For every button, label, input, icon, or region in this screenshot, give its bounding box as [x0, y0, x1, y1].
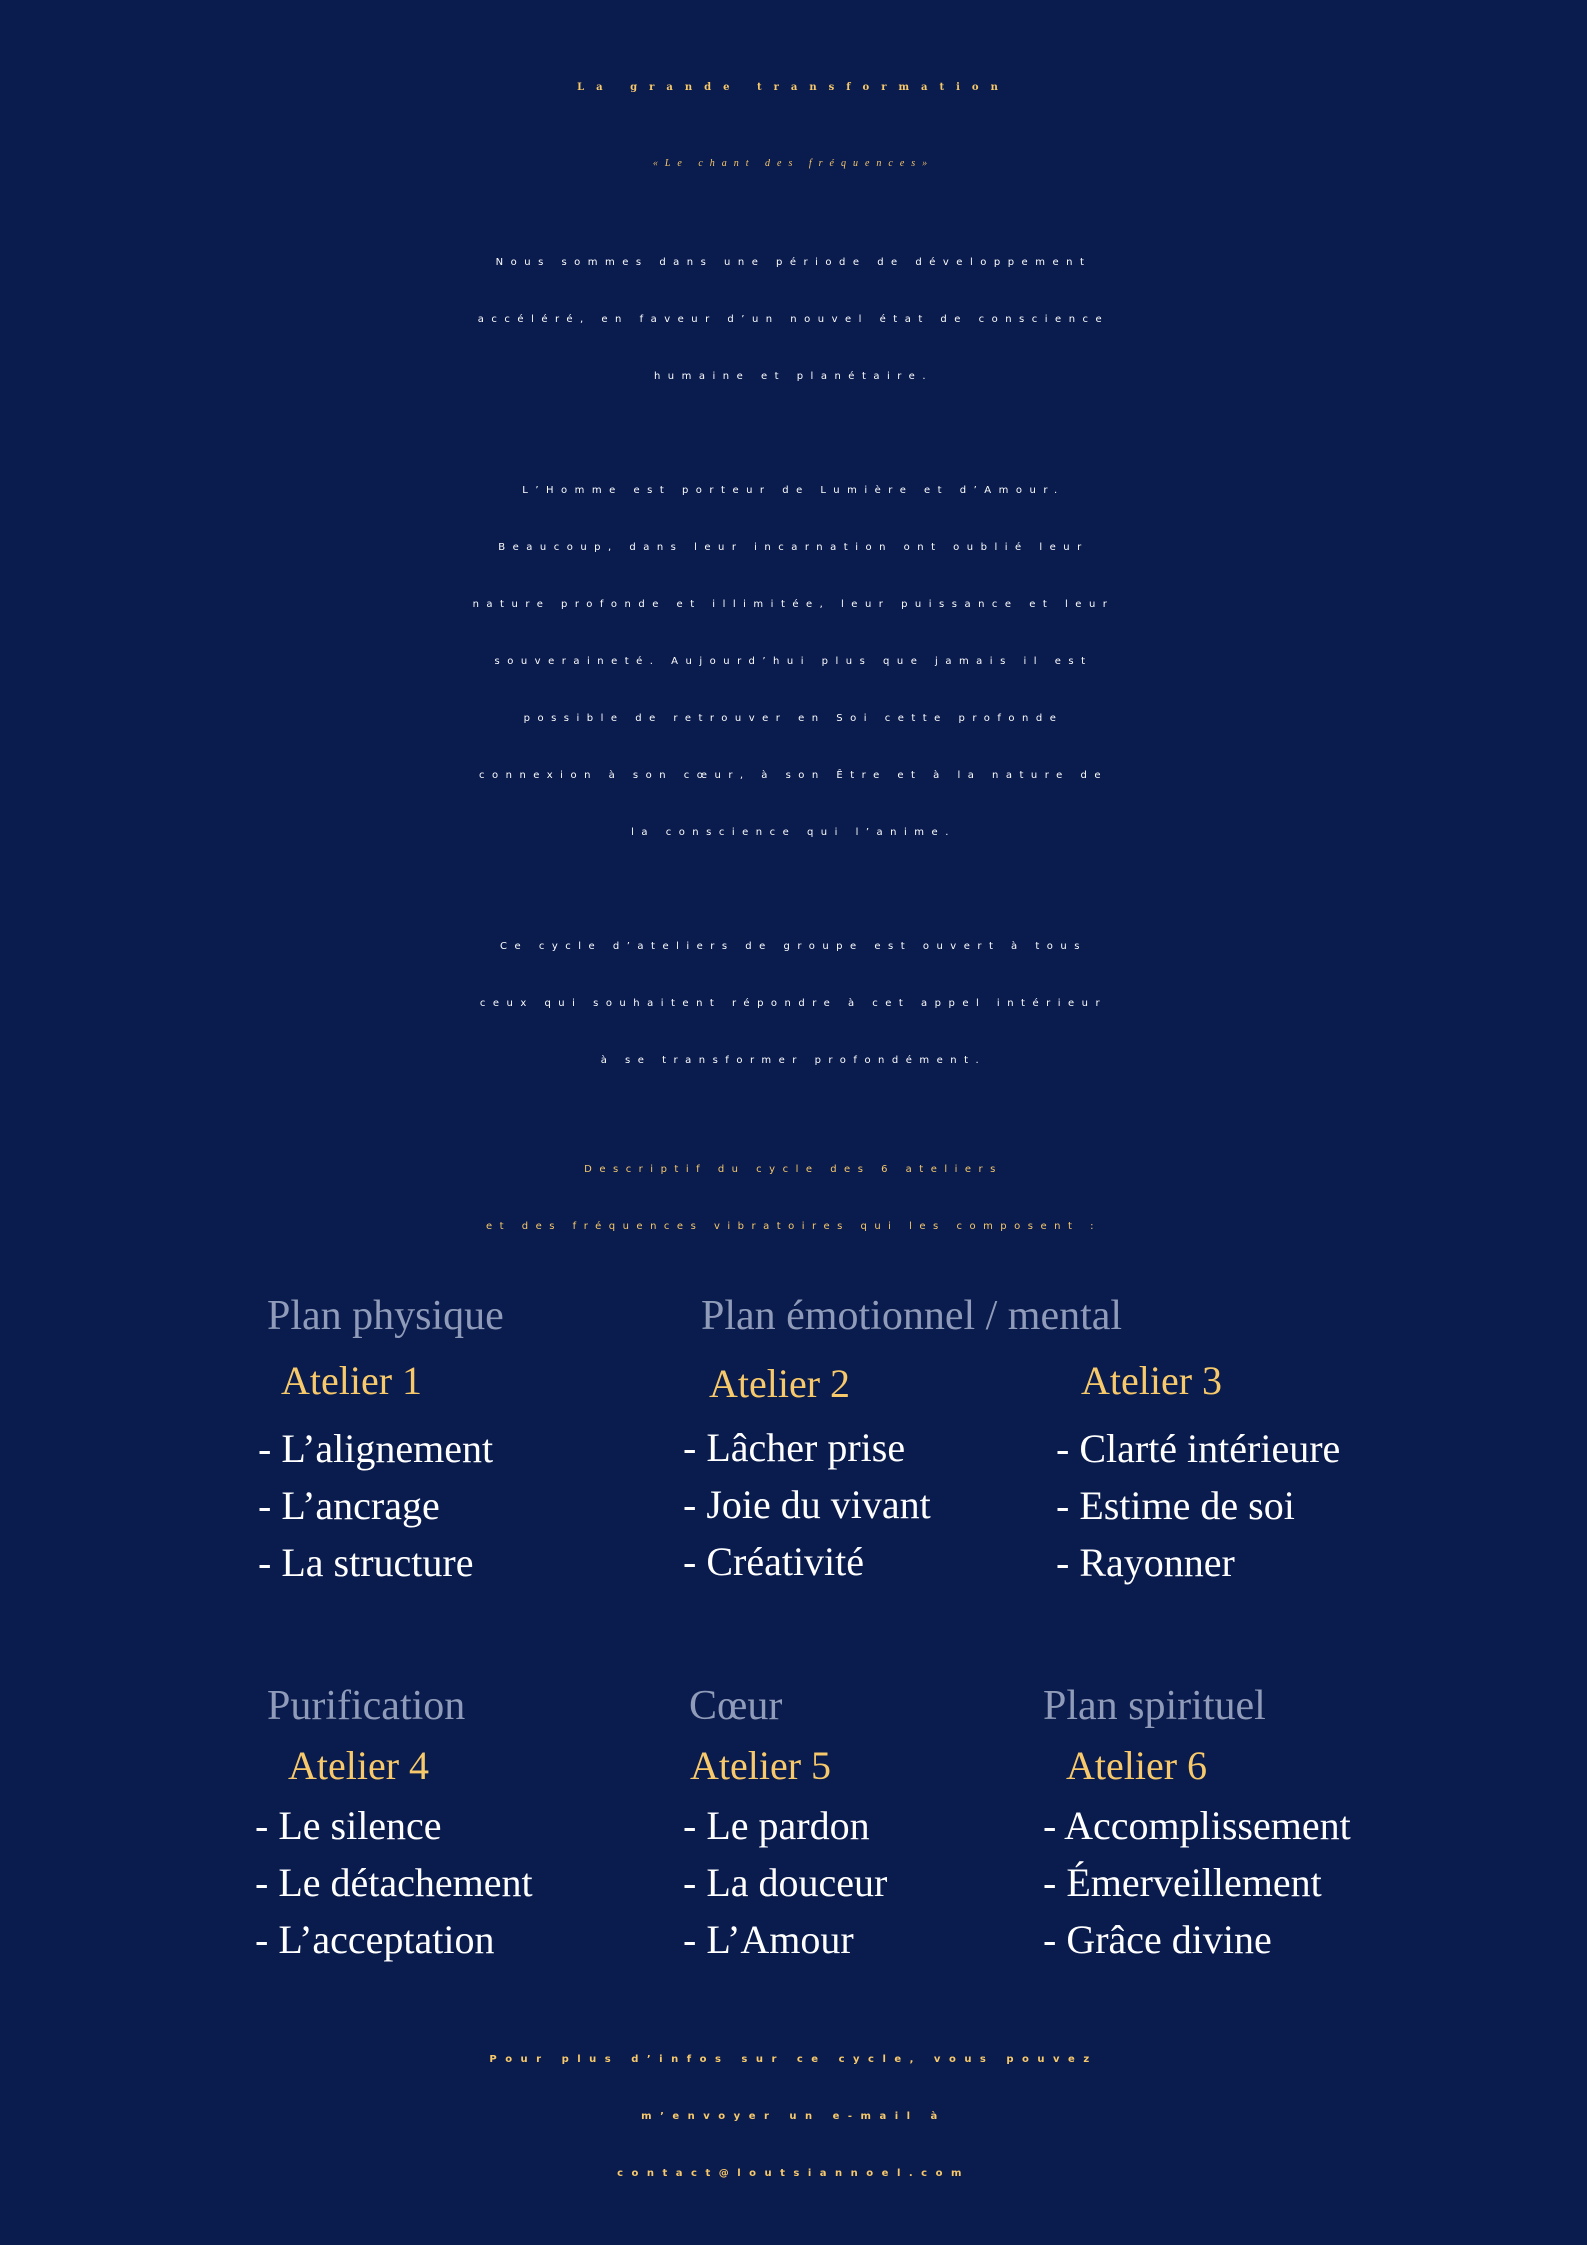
atelier-1-label: Atelier 1: [281, 1358, 423, 1403]
list-item: - Clarté intérieure: [1056, 1426, 1341, 1471]
list-item: - Créativité: [683, 1539, 865, 1584]
paragraph-line: accéléré, en faveur d’un nouvel état de conscience: [477, 314, 1110, 325]
contact-footer: [0, 2031, 1587, 2202]
contact-email[interactable]: contact@loutsiannoel.com: [617, 2168, 970, 2179]
paragraph-line: la conscience qui l’anime.: [631, 827, 956, 838]
plan-physique-label: Plan physique: [267, 1293, 504, 1339]
page-title: La grande transformation: [577, 82, 1010, 93]
intro-paragraph-3: [0, 918, 1587, 1089]
intro-paragraph-1: [0, 234, 1587, 405]
description-line: Descriptif du cycle des 6 ateliers: [584, 1164, 1003, 1175]
paragraph-line: connexion à son cœur, à son Être et à la nature de: [479, 770, 1108, 781]
list-item: - Estime de soi: [1056, 1483, 1295, 1528]
plan-emotionnel-label: Plan émotionnel / mental: [701, 1293, 1123, 1339]
paragraph-line: souveraineté. Aujourd’hui plus que jamais il est: [494, 656, 1093, 667]
atelier-3-list: [1056, 1420, 1340, 1591]
paragraph-line: humaine et planétaire.: [653, 371, 934, 382]
paragraph-line: ceux qui souhaitent répondre à cet appel intérieur: [479, 998, 1108, 1009]
plan-coeur-label: Cœur: [689, 1683, 783, 1729]
list-item: - Accomplissement: [1043, 1803, 1351, 1848]
plan-spirituel-label: Plan spirituel: [1043, 1683, 1266, 1729]
atelier-5-label: Atelier 5: [690, 1743, 832, 1788]
list-item: - Grâce divine: [1043, 1917, 1272, 1962]
list-item: - L’acceptation: [255, 1917, 495, 1962]
atelier-6-list: [1043, 1797, 1351, 1968]
atelier-1-list: [258, 1420, 493, 1591]
atelier-2-label: Atelier 2: [709, 1361, 851, 1406]
paragraph-line: nature profonde et illimitée, leur puissance et leur: [472, 599, 1115, 610]
paragraph-line: possible de retrouver en Soi cette profonde: [523, 713, 1064, 724]
list-item: - Le silence: [255, 1803, 442, 1848]
paragraph-line: à se transformer profondément.: [600, 1055, 987, 1066]
atelier-4-list: [255, 1797, 533, 1968]
paragraph-line: L’Homme est porteur de Lumière et d’Amour.: [522, 485, 1065, 496]
paragraph-line: Beaucoup, dans leur incarnation ont oublié leur: [498, 542, 1089, 553]
list-item: - L’ancrage: [258, 1483, 440, 1528]
cycle-description-heading: [0, 1141, 1587, 1255]
list-item: - L’alignement: [258, 1426, 494, 1471]
paragraph-line: Ce cycle d’ateliers de groupe est ouvert à tous: [500, 941, 1087, 952]
atelier-4-label: Atelier 4: [288, 1743, 430, 1788]
list-item: - L’Amour: [683, 1917, 854, 1962]
list-item: - Le détachement: [255, 1860, 533, 1905]
list-item: - Lâcher prise: [683, 1425, 906, 1470]
footer-line: m’envoyer un e-mail à: [641, 2111, 946, 2122]
page-subtitle: «Le chant des fréquences»: [652, 158, 935, 169]
list-item: - Joie du vivant: [683, 1482, 931, 1527]
atelier-6-label: Atelier 6: [1066, 1743, 1208, 1788]
plan-purification-label: Purification: [267, 1683, 466, 1729]
footer-line: Pour plus d’infos sur ce cycle, vous pouvez: [489, 2054, 1098, 2065]
atelier-3-label: Atelier 3: [1081, 1358, 1223, 1403]
atelier-5-list: [683, 1797, 887, 1968]
list-item: - Émerveillement: [1043, 1860, 1322, 1905]
description-line: et des fréquences vibratoires qui les composent :: [486, 1221, 1101, 1232]
atelier-2-list: [683, 1419, 931, 1590]
list-item: - Le pardon: [683, 1803, 870, 1848]
paragraph-line: Nous sommes dans une période de développement: [495, 257, 1092, 268]
intro-paragraph-2: [0, 462, 1587, 861]
list-item: - La douceur: [683, 1860, 888, 1905]
list-item: - La structure: [258, 1540, 474, 1585]
list-item: - Rayonner: [1056, 1540, 1235, 1585]
